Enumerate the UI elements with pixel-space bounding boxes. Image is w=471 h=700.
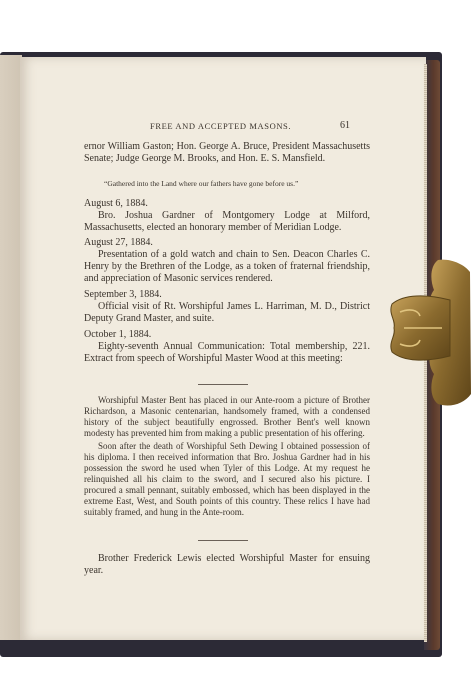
- section-divider: [198, 384, 248, 385]
- entry-paragraph: Official visit of Rt. Worshipful James L. Harriman, M. D., District Deputy Grand Master, and suite.: [84, 301, 370, 324]
- speech-paragraph: Soon after the death of Worshipful Seth Dewing I obtained possession of his diploma. I then received information that Bro. Joshua Gardner had in his possession the sword he used when Tyler of this Lodge. At my request he relinquished all his claim to the sword, and I secured also his picture. I procured a small pennant, suitably embossed, which has been displayed in the extreme East, West, and South points of this country. These relics I have had suitably framed, and hung in the Ante-room.: [84, 441, 370, 517]
- entry-paragraph: Brother Frederick Lewis elected Worshipful Master for ensuing year.: [84, 553, 370, 576]
- entry-date: October 1, 1884.: [84, 329, 152, 340]
- section-divider: [198, 540, 248, 541]
- entry-date: August 27, 1884.: [84, 237, 153, 248]
- brass-clasp-icon: [390, 258, 471, 408]
- facing-page-edge: [0, 55, 22, 640]
- speech-paragraph: Worshipful Master Bent has placed in our Ante-room a picture of Brother Richardson, a Masonic centenarian, handsomely framed, with a condensed history of the subject beautifully engrossed. Brother Bent's well known modesty has prevented him from making a public presentation of his offering.: [84, 395, 370, 438]
- entry-paragraph: Eighty-seventh Annual Communication: Total membership, 221. Extract from speech of Worshipful Master Wood at this meeting:: [84, 341, 370, 364]
- running-header: [20, 121, 426, 135]
- entry-date: August 6, 1884.: [84, 198, 148, 209]
- entry-paragraph: Presentation of a gold watch and chain to Sen. Deacon Charles C. Henry by the Brethren of the Lodge, as a token of fraternal friendship, and appreciation of Masonic services rendered.: [84, 249, 370, 284]
- paragraph-continuation: ernor William Gaston; Hon. George A. Bruce, President Massachusetts Senate; Judge George M. Brooks, and Hon. E. S. Mansfield.: [84, 141, 370, 164]
- book-page: [20, 57, 426, 640]
- memorial-quote: “Gathered into the Land where our fathers have gone before us.”: [104, 179, 299, 188]
- entry-paragraph: Bro. Joshua Gardner of Montgomery Lodge at Milford, Massachusetts, elected an honorary member of Meridian Lodge.: [84, 210, 370, 233]
- header-title: FREE AND ACCEPTED MASONS.: [150, 121, 292, 131]
- page-number: 61: [340, 120, 350, 131]
- entry-date: September 3, 1884.: [84, 289, 162, 300]
